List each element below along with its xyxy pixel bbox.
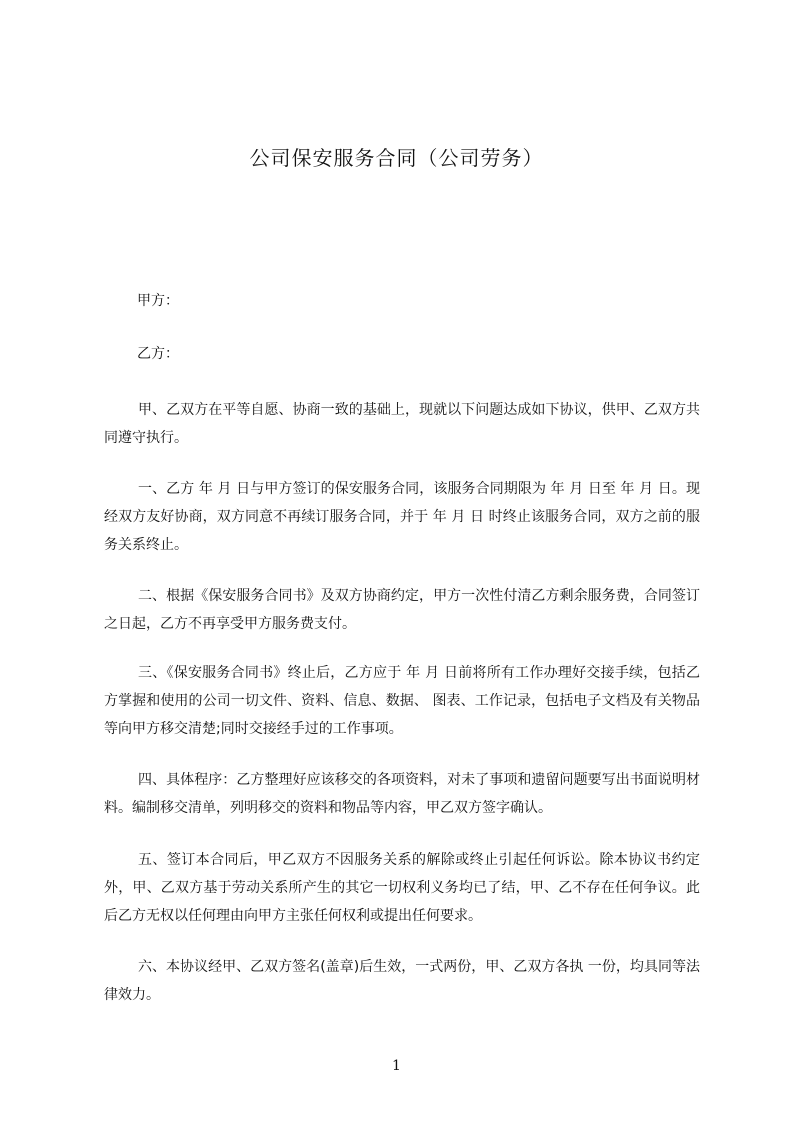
clause-4-paragraph: 四、具体程序：乙方整理好应该移交的各项资料，对未了事项和遗留问题要写出书面说明材料。编制移交清单，列明移交的资料和物品等内容，甲乙双方签字确认。 [104,772,700,816]
intro-paragraph: 甲、乙双方在平等自愿、协商一致的基础上，现就以下问题达成如下协议，供甲、乙双方共同遵守执行。 [104,402,700,446]
clause-3-paragraph: 三、《保安服务合同书》终止后，乙方应于 年 月 日前将所有工作办理好交接手续，包括乙方掌握和使用的公司一切文件、资料、信息、数据、 图表、工作记录，包括电子文档及有关物品等向甲方移交清楚;同时交接经手过的工作事项。 [104,665,700,737]
document-title: 公司保安服务合同（公司劳务） [249,146,544,170]
party-a-label: 甲方： [137,293,179,309]
clause-2-paragraph: 二、根据《保安服务合同书》及双方协商约定，甲方一次性付清乙方剩余服务费，合同签订之日起，乙方不再享受甲方服务费支付。 [104,588,700,632]
clause-5-paragraph: 五、签订本合同后，甲乙双方不因服务关系的解除或终止引起任何诉讼。除本协议书约定外，甲、乙双方基于劳动关系所产生的其它一切权利义务均已了结，甲、乙不存在任何争议。此后乙方无权以任何理由向甲方主张任何权利或提出任何要求。 [104,852,700,924]
party-b-label: 乙方： [137,346,179,362]
clause-6-paragraph: 六、本协议经甲、乙双方签名(盖章)后生效，一式两份，甲、乙双方各执 一份，均具同等法律效力。 [104,959,700,1003]
clause-1-paragraph: 一、乙方 年 月 日与甲方签订的保安服务合同，该服务合同期限为 年 月 日至 年 月 日。现经双方友好协商，双方同意不再续订服务合同，并于 年 月 日 时终止该服务合同，双方之前的服务关系终止。 [104,481,700,553]
page-number: 1 [392,1058,401,1074]
